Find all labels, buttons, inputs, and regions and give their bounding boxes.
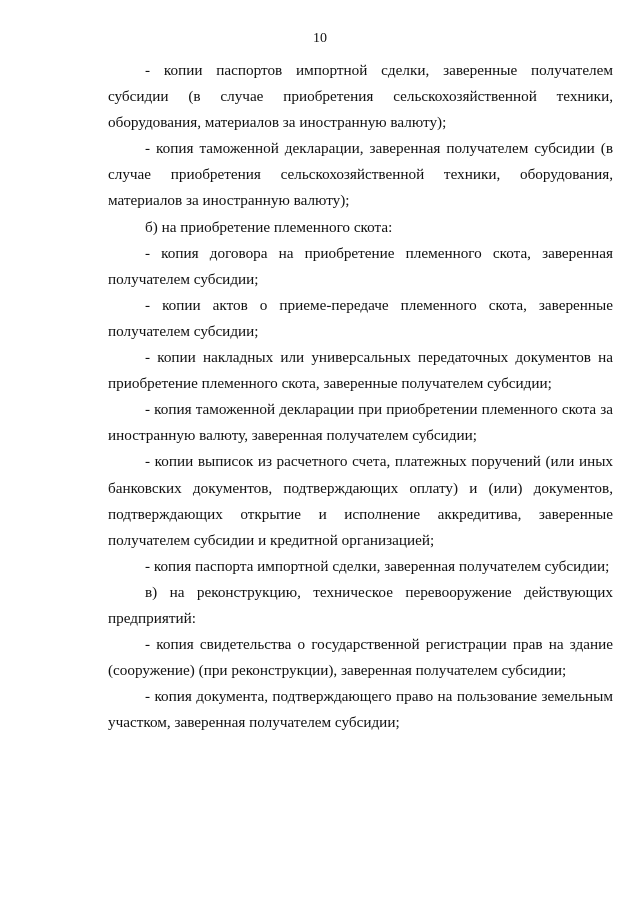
list-item-livestock-contract: - копия договора на приобретение племенного скота, заверенная получателем субсидии; (108, 244, 613, 288)
list-item-import-passports: - копии паспортов импортной сделки, заверенные получателем субсидии (в случае приобретения сельскохозяйственной техники, оборудования, материалов за иностранную валюту); (108, 62, 613, 132)
list-item-livestock-customs-declaration: - копия таможенной декларации при приобретении племенного скота за иностранную валюту, заверенная получателем субсидии; (108, 401, 613, 445)
list-item-waybills: - копии накладных или универсальных передаточных документов на приобретение племенного скота, заверенные получателем субсидии; (108, 349, 613, 393)
document-body (108, 58, 613, 736)
list-item-registration-certificate: - копия свидетельства о государственной регистрации прав на здание (сооружение) (при реконструкции), заверенная получателем субсидии; (108, 636, 613, 680)
list-item-land-use-document: - копия документа, подтверждающего право на пользование земельным участком, заверенная получателем субсидии; (108, 688, 613, 732)
section-heading-breeding-livestock: б) на приобретение племенного скота: (145, 218, 393, 236)
list-item-transfer-acts: - копии актов о приеме-передаче племенного скота, заверенные получателем субсидии; (108, 296, 613, 340)
section-heading-reconstruction: в) на реконструкцию, техническое перевооружение действующих предприятий: (108, 583, 613, 627)
list-item-customs-declaration: - копия таможенной декларации, заверенная получателем субсидии (в случае приобретения сельскохозяйственной техники, оборудования, материалов за иностранную валюту); (108, 140, 613, 210)
page-number: 10 (313, 31, 327, 46)
list-item-import-passport: - копия паспорта импортной сделки, заверенная получателем субсидии; (145, 557, 610, 575)
list-item-bank-statements: - копии выписок из расчетного счета, платежных поручений (или иных банковских документов, подтверждающих оплату) и (или) документов, подтверждающих открытие и исполнение аккредитива, заверенные получателем субсидии и кредитной организацией; (108, 453, 613, 549)
